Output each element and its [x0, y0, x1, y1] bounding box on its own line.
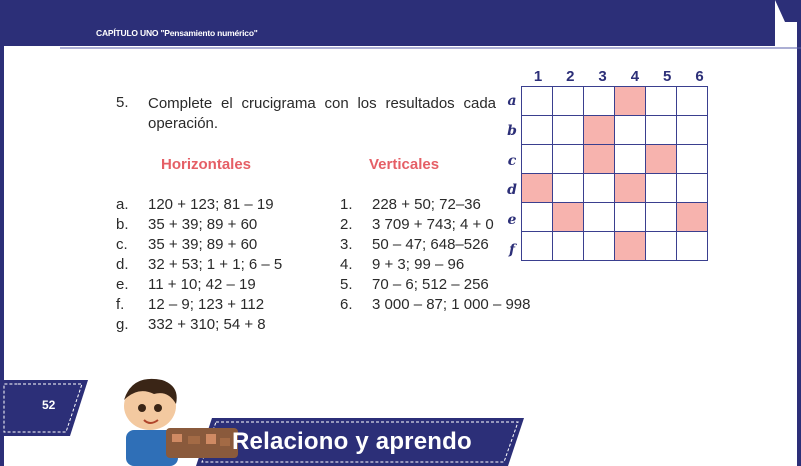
verticales-clue-text: 50 – 47; 648–526 — [372, 236, 489, 253]
section-banner-title: Relaciono y aprendo — [232, 428, 472, 455]
verticales-clue-text: 9 + 3; 99 – 96 — [372, 256, 465, 273]
crossword-row-label: c — [507, 152, 517, 169]
crossword-cell[interactable] — [615, 116, 646, 145]
crossword-cell[interactable] — [522, 203, 553, 232]
horizontales-clue-label: c. — [116, 236, 128, 253]
verticales-clue-text: 228 + 50; 72–36 — [372, 196, 481, 213]
verticales-clue-text: 70 – 6; 512 – 256 — [372, 276, 489, 293]
crossword-row-e — [522, 203, 708, 232]
crossword-cell[interactable] — [646, 87, 677, 116]
exercise-number: 5. — [116, 94, 129, 111]
crossword-cell[interactable] — [522, 232, 553, 261]
crossword-cell[interactable] — [615, 203, 646, 232]
horizontales-clue-text: 35 + 39; 89 + 60 — [148, 236, 258, 253]
crossword-column-label: 3 — [598, 68, 607, 85]
crossword-cell[interactable] — [553, 145, 584, 174]
crossword-row-label: f — [508, 242, 516, 258]
crossword-row-b — [522, 116, 708, 145]
crossword-row-c — [522, 145, 708, 174]
crossword-column-label: 6 — [695, 68, 704, 85]
crossword-cell[interactable] — [677, 116, 708, 145]
verticales-clue-text: 3 709 + 743; 4 + 0 — [372, 216, 494, 233]
horizontales-clue-text: 120 + 123; 81 – 19 — [148, 196, 274, 213]
crossword-cell[interactable] — [522, 145, 553, 174]
crossword-cell[interactable] — [584, 116, 615, 145]
horizontales-clue-label: e. — [116, 276, 129, 293]
horizontales-title: Horizontales — [161, 156, 252, 173]
crossword-cell[interactable] — [677, 174, 708, 203]
crossword-row-label: d — [507, 182, 517, 199]
crossword-row-label: b — [507, 122, 517, 139]
horizontales-clue-text: 11 + 10; 42 – 19 — [148, 276, 256, 293]
page-number: 52 — [42, 398, 56, 412]
crossword-cell[interactable] — [646, 174, 677, 203]
crossword-cell[interactable] — [522, 87, 553, 116]
crossword-grid — [521, 86, 708, 261]
chapter-label: CAPÍTULO UNO "Pensamiento numérico" — [96, 28, 258, 38]
crossword-row-f — [522, 232, 708, 261]
crossword-cell[interactable] — [646, 116, 677, 145]
crossword-cell[interactable] — [553, 203, 584, 232]
crossword-cell[interactable] — [646, 203, 677, 232]
crossword-row-d — [522, 174, 708, 203]
verticales-clue-text: 3 000 – 87; 1 000 – 998 — [372, 296, 531, 313]
crossword-row-a — [522, 87, 708, 116]
page-frame-right — [797, 0, 801, 466]
crossword-cell[interactable] — [615, 232, 646, 261]
crossword-row-label: a — [507, 93, 517, 109]
crossword-cell[interactable] — [677, 87, 708, 116]
boy-mascot-icon — [92, 376, 242, 466]
crossword-column-label: 1 — [533, 68, 543, 85]
crossword-cell[interactable] — [553, 232, 584, 261]
crossword-cell[interactable] — [615, 145, 646, 174]
horizontales-clue-label: g. — [116, 316, 129, 333]
crossword-column-label: 5 — [663, 68, 672, 85]
crossword-cell[interactable] — [677, 203, 708, 232]
crossword-cell[interactable] — [615, 174, 646, 203]
exercise-instruction: Complete el crucigrama con los resultados cada operación. — [148, 95, 496, 132]
crossword-cell[interactable] — [677, 145, 708, 174]
horizontales-clue-text: 332 + 310; 54 + 8 — [148, 316, 266, 333]
crossword-cell[interactable] — [584, 145, 615, 174]
horizontales-clue-label: d. — [116, 256, 129, 273]
horizontales-clue-text: 35 + 39; 89 + 60 — [148, 216, 258, 233]
verticales-clue-label: 6. — [340, 296, 353, 313]
crossword-cell[interactable] — [584, 232, 615, 261]
horizontales-clue-text: 12 – 9; 123 + 112 — [148, 296, 265, 313]
crossword-cell[interactable] — [553, 116, 584, 145]
horizontales-clue-label: f. — [116, 296, 125, 313]
verticales-clue-label: 5. — [340, 276, 353, 293]
crossword-cell[interactable] — [553, 174, 584, 203]
crossword-row-label: e — [507, 212, 517, 229]
verticales-clue-label: 4. — [340, 256, 353, 273]
crossword-cell[interactable] — [646, 145, 677, 174]
horizontales-clue-label: b. — [116, 216, 129, 233]
crossword-cell[interactable] — [584, 174, 615, 203]
crossword-cell[interactable] — [584, 203, 615, 232]
crossword-cell[interactable] — [646, 232, 677, 261]
crossword-cell[interactable] — [615, 87, 646, 116]
horizontales-clue-text: 32 + 53; 1 + 1; 6 – 5 — [148, 256, 283, 273]
verticales-clue-label: 2. — [340, 216, 353, 233]
verticales-title: Verticales — [369, 156, 440, 173]
verticales-clue-label: 3. — [340, 236, 353, 253]
horizontales-clue-label: a. — [116, 196, 129, 213]
verticales-clue-label: 1. — [340, 196, 353, 213]
crossword-cell[interactable] — [553, 87, 584, 116]
crossword-cell[interactable] — [522, 116, 553, 145]
crossword-cell[interactable] — [584, 87, 615, 116]
crossword-column-label: 4 — [630, 68, 640, 85]
crossword-column-label: 2 — [566, 68, 575, 85]
crossword-cell[interactable] — [677, 232, 708, 261]
crossword-cell[interactable] — [522, 174, 553, 203]
